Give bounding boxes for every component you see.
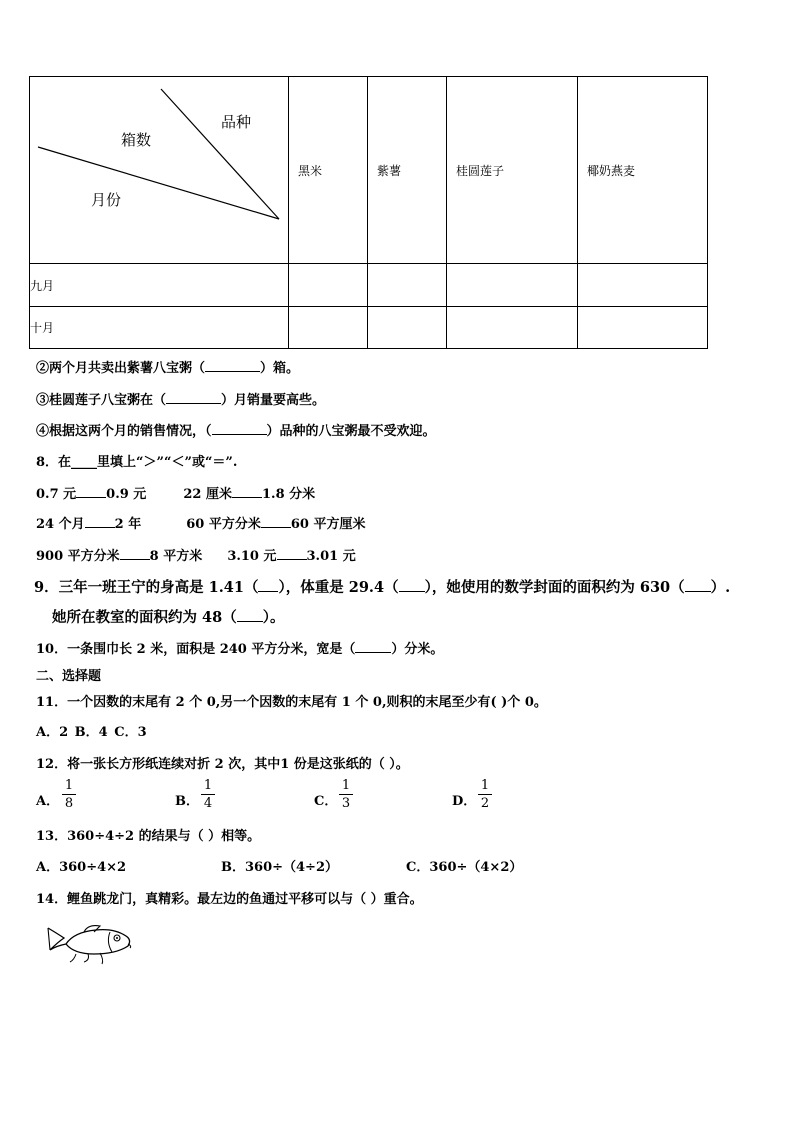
row-label: 九月	[30, 264, 289, 307]
option-c[interactable]: C．360÷（4×2）	[406, 860, 523, 875]
answer-cell[interactable]	[289, 307, 368, 349]
section-heading: 二、选择题	[36, 669, 102, 684]
table-row	[30, 264, 708, 307]
unit-blank[interactable]	[237, 621, 263, 622]
compare-blank[interactable]	[232, 497, 262, 498]
column-header: 黑米	[289, 77, 368, 264]
option-b[interactable]: B．	[175, 794, 199, 809]
question-8-row-2: 24 个月 2 年 60 平方分米 60 平方厘米	[36, 517, 366, 532]
question-11-stem: 11．一个因数的末尾有 2 个 0,另一个因数的末尾有 1 个 0,则积的末尾至少有( )个 0。	[36, 695, 547, 710]
fraction-b: $\frac{1}{4}$	[201, 778, 215, 811]
question-10: 10．一条围巾长 2 米，面积是 240 平方分米，宽是（ ）分米。	[36, 642, 444, 657]
question-7-part-4: ④根据这两个月的销售情况，（ ）品种的八宝粥最不受欢迎。	[36, 424, 436, 439]
corner-cell	[30, 77, 289, 264]
answer-blank[interactable]	[212, 434, 267, 435]
compare-blank[interactable]	[120, 559, 150, 560]
corner-bottom-label: 月份	[91, 191, 122, 209]
question-8-row-1: 0.7 元 0.9 元 22 厘米 1.8 分米	[36, 487, 316, 502]
answer-cell[interactable]	[289, 264, 368, 307]
question-12-stem: 12．将一张长方形纸连续对折 2 次，其中1 份是这张纸的（ ）。	[36, 757, 409, 772]
question-14-stem: 14．鲤鱼跳龙门，真精彩。最左边的鱼通过平移可以与（ ）重合。	[36, 892, 423, 907]
answer-cell[interactable]	[578, 264, 708, 307]
fish-icon	[44, 920, 134, 966]
table-row	[30, 307, 708, 349]
answer-cell[interactable]	[578, 307, 708, 349]
answer-cell[interactable]	[368, 264, 447, 307]
row-label: 十月	[30, 307, 289, 349]
corner-top-label: 品种	[221, 113, 252, 131]
question-9-line-1: 9．三年一班王宁的身高是 1.41（ ），体重是 29.4（ ），她使用的数学封面的面积约为 630（ ）.	[34, 579, 731, 596]
option-d[interactable]: D．	[452, 794, 477, 809]
column-header: 椰奶燕麦	[578, 77, 708, 264]
compare-blank[interactable]	[277, 559, 307, 560]
diagonal-lines	[30, 77, 288, 263]
question-7-part-3: ③桂圆莲子八宝粥在（ ）月销量要高些。	[36, 393, 326, 408]
option-a[interactable]: A．	[36, 794, 60, 809]
question-8-row-3: 900 平方分米 8 平方米 3.10 元 3.01 元	[36, 549, 356, 564]
sales-table	[29, 76, 708, 349]
answer-cell[interactable]	[447, 307, 578, 349]
fraction-a: $\frac{1}{8}$	[62, 778, 76, 811]
answer-cell[interactable]	[368, 307, 447, 349]
answer-blank[interactable]	[166, 403, 221, 404]
option-b[interactable]: B．360÷（4÷2）	[221, 860, 339, 875]
unit-blank[interactable]	[399, 591, 425, 592]
option-c[interactable]: C．	[314, 794, 338, 809]
corner-middle-label: 箱数	[121, 131, 152, 149]
compare-blank[interactable]	[85, 527, 115, 528]
fraction-c: $\frac{1}{3}$	[339, 778, 353, 811]
compare-blank[interactable]	[261, 527, 291, 528]
compare-blank[interactable]	[76, 497, 106, 498]
answer-cell[interactable]	[447, 264, 578, 307]
unit-blank[interactable]	[258, 591, 278, 592]
question-11-options[interactable]: A．2 B．4 C．3	[36, 725, 147, 740]
answer-blank[interactable]	[355, 652, 391, 653]
question-8-stem: 8．在____里填上“＞”“＜”或“＝”.	[36, 455, 238, 470]
question-7-part-2: ②两个月共卖出紫薯八宝粥（ ）箱。	[36, 361, 300, 376]
option-a[interactable]: A．360÷4×2	[36, 860, 127, 875]
column-header: 紫薯	[368, 77, 447, 264]
question-13-stem: 13．360÷4÷2 的结果与（ ）相等。	[36, 829, 261, 844]
question-9-line-2: 她所在教室的面积约为 48（ ）。	[52, 609, 285, 626]
unit-blank[interactable]	[685, 591, 711, 592]
column-header: 桂圆莲子	[447, 77, 578, 264]
answer-blank[interactable]	[205, 371, 260, 372]
fraction-d: $\frac{1}{2}$	[478, 778, 492, 811]
